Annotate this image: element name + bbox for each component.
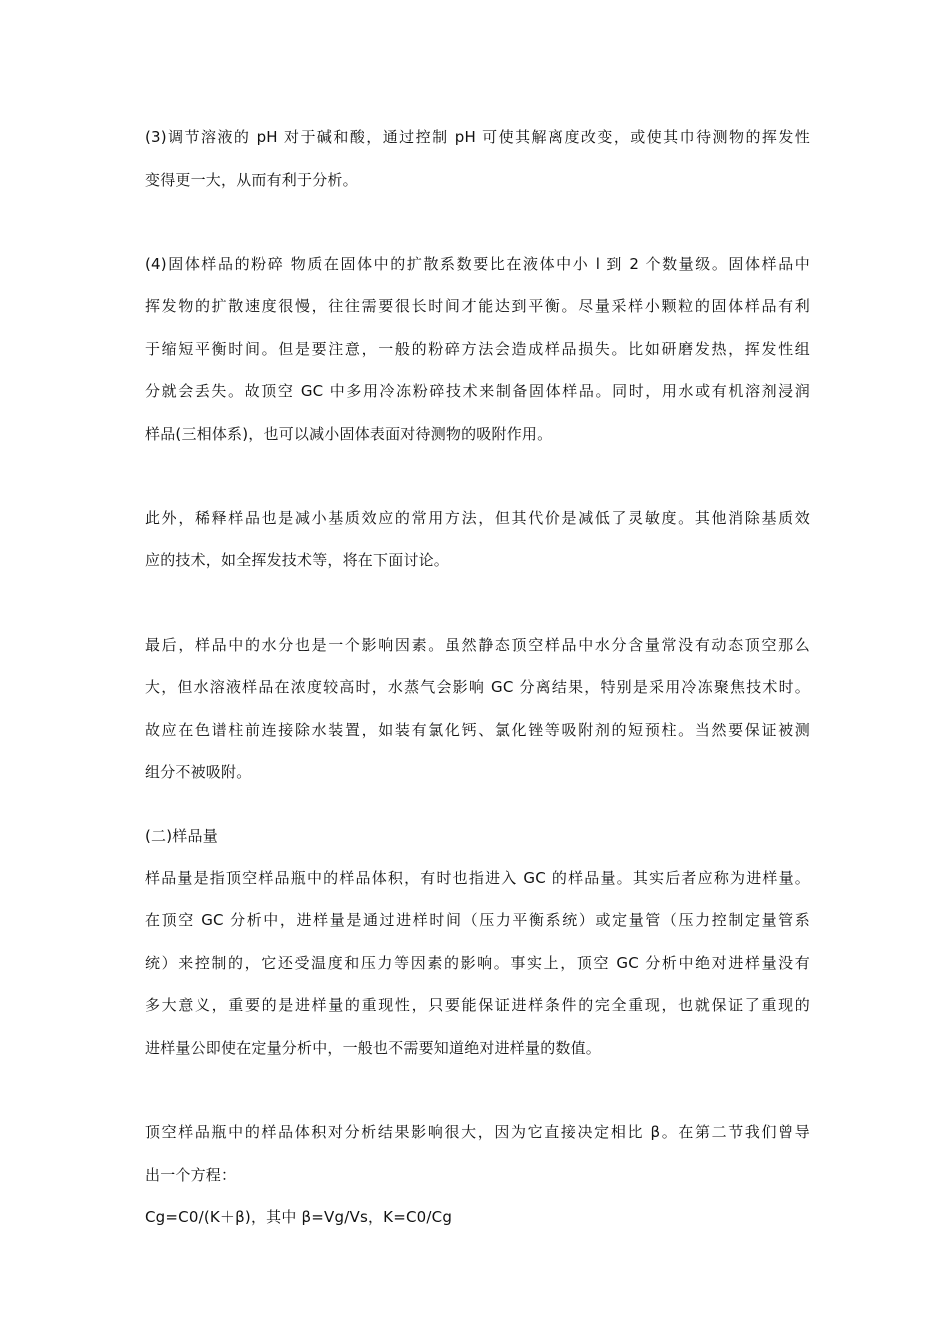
text-line: 多大意义，重要的是进样量的重现性，只要能保证进样条件的完全重现，也就保证了重现的	[145, 996, 810, 1014]
text-line: (4)固体样品的粉碎 物质在固体中的扩散系数要比在液体中小 l 到 2 个数量级。固体样品中	[145, 255, 810, 273]
text-line: 顶空样品瓶中的样品体积对分析结果影响很大，因为它直接决定相比 β。在第二节我们曾导	[145, 1123, 810, 1141]
text-line: 变得更一大，从而有利于分析。	[145, 171, 358, 189]
text-line: 于缩短平衡时间。但是要注意，一般的粉碎方法会造成样品损失。比如研磨发热，挥发性组	[145, 340, 810, 358]
text-line: 样品量是指顶空样品瓶中的样品体积，有时也指进入 GC 的样品量。其实后者应称为进样量。	[145, 869, 810, 887]
text-line: 最后，样品中的水分也是一个影响因素。虽然静态顶空样品中水分含量常没有动态顶空那么	[145, 636, 810, 654]
text-line: 统）来控制的，它还受温度和压力等因素的影响。事实上，顶空 GC 分析中绝对进样量没有	[145, 954, 810, 972]
text-line: 组分不被吸附。	[145, 763, 252, 781]
text-line: (3)调节溶液的 pH 对于碱和酸，通过控制 pH 可使其解离度改变，或使其巾待测物的挥发性	[145, 128, 810, 146]
text-line: 此外，稀释样品也是减小基质效应的常用方法，但其代价是减低了灵敏度。其他消除基质效	[145, 509, 810, 527]
text-line: 挥发物的扩散速度很慢，往往需要很长时间才能达到平衡。尽量采样小颗粒的固体样品有利	[145, 297, 810, 315]
text-line: 在顶空 GC 分析中，进样量是通过进样时间（压力平衡系统）或定量管（压力控制定量管系	[145, 911, 810, 929]
text-line: 进样量公即使在定量分析中，一般也不需要知道绝对进样量的数值。	[145, 1039, 602, 1057]
section-heading: (二)样品量	[145, 827, 218, 845]
text-line: 分就会丢失。故顶空 GC 中多用冷冻粉碎技术来制备固体样品。同时，用水或有机溶剂浸润	[145, 382, 810, 400]
text-line: 应的技术，如全挥发技术等，将在下面讨论。	[145, 551, 450, 569]
text-line: 大，但水溶液样品在浓度较高时，水蒸气会影响 GC 分离结果，特别是采用冷冻聚焦技术时。	[145, 678, 810, 696]
text-line: 样品(三相体系)，也可以减小固体表面对待测物的吸附作用。	[145, 425, 553, 443]
text-line: 故应在色谱柱前连接除水装置，如装有氯化钙、氯化锉等吸附剂的短预柱。当然要保证被测	[145, 721, 810, 739]
text-line: 出一个方程：	[145, 1166, 237, 1184]
formula-line: Cg=C0/(K＋β)，其中 β=Vg/Vs，K=C0/Cg	[145, 1208, 453, 1226]
